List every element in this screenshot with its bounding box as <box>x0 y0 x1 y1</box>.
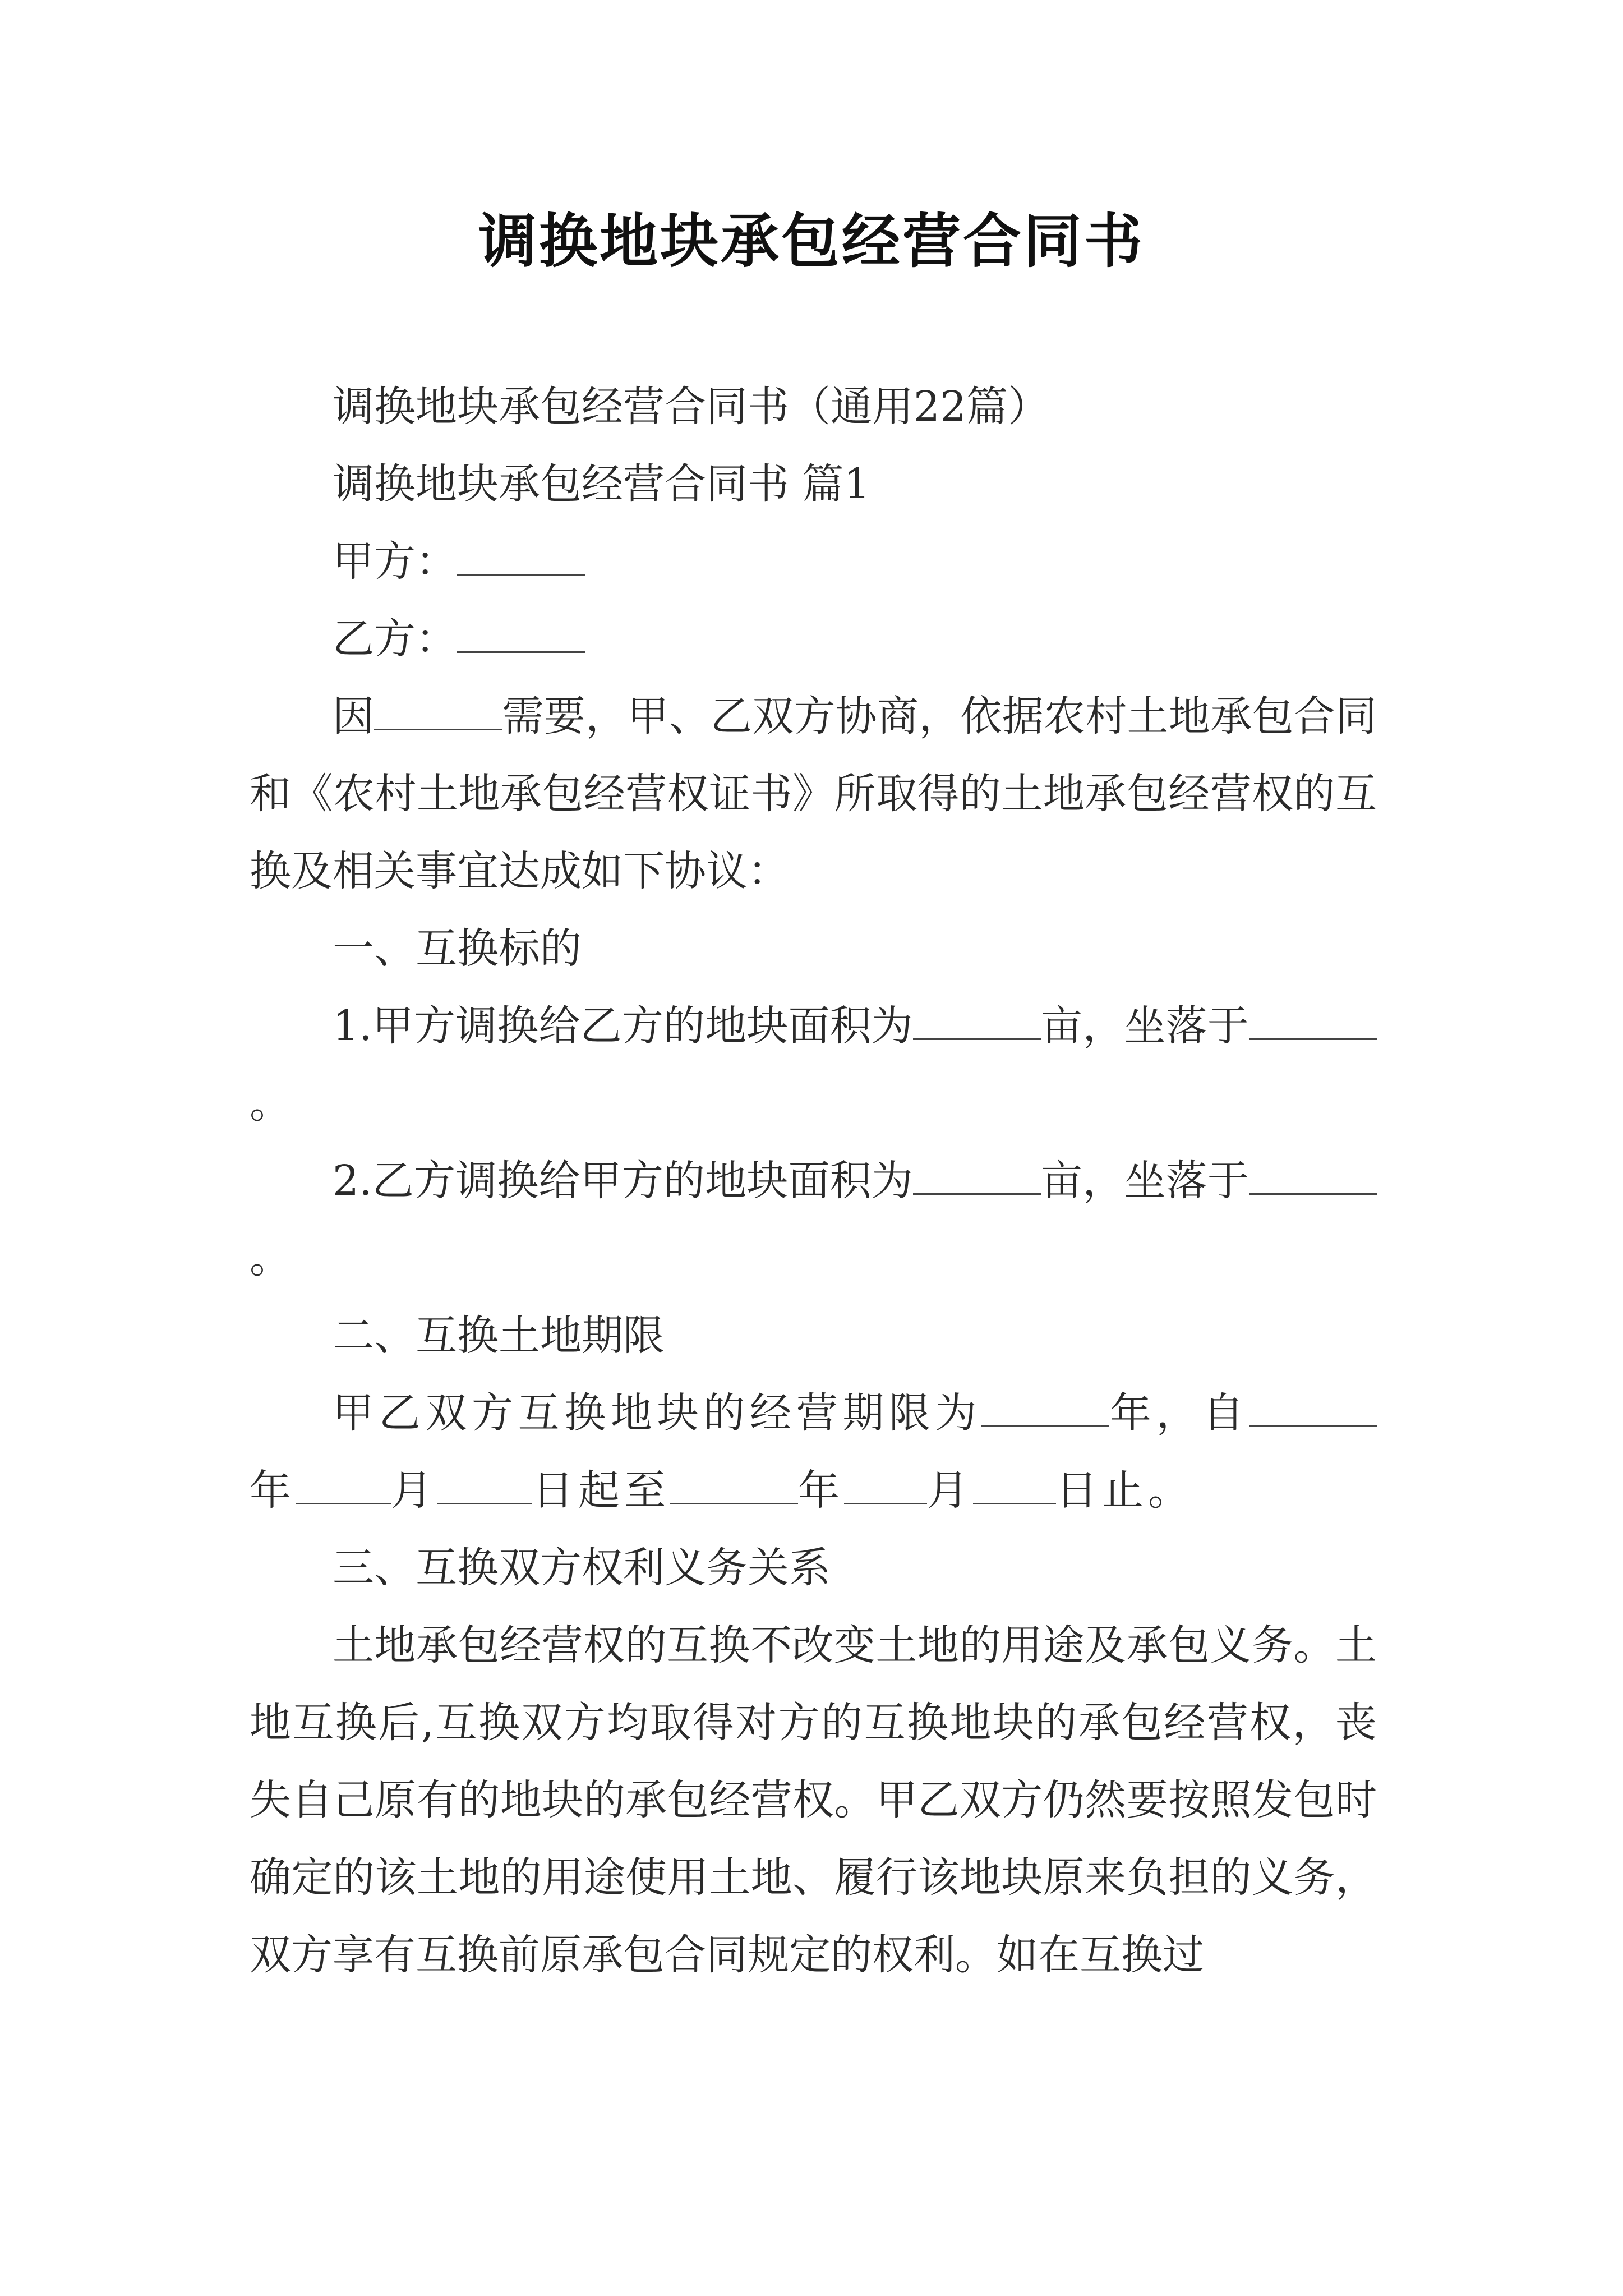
document-title: 调换地块承包经营合同书 <box>478 207 1145 275</box>
start-day-label: 日起至 <box>532 1466 670 1515</box>
intro-paragraph <box>250 678 1377 910</box>
item1-area-blank <box>913 997 1041 1040</box>
start-year-blank <box>1249 1384 1377 1427</box>
start-year-label: 年 <box>250 1466 296 1515</box>
section3-heading: 三、互换双方权利义务关系 <box>333 1544 831 1592</box>
end-year-label: 年 <box>798 1466 844 1515</box>
term-years-blank <box>981 1384 1109 1427</box>
party-a-line <box>250 523 1377 600</box>
end-day-blank <box>973 1461 1056 1504</box>
term-year-from: 年，自 <box>1109 1389 1249 1437</box>
item1-end: 。 <box>250 1079 291 1128</box>
end-month-blank <box>844 1461 927 1504</box>
item2-end: 。 <box>250 1234 291 1282</box>
item2-unit: 亩，坐落于 <box>1040 1157 1249 1205</box>
section2-heading: 二、互换土地期限 <box>333 1312 665 1360</box>
section2-term <box>250 1374 1377 1529</box>
term-lead: 甲乙双方互换地块的经营期限为 <box>333 1389 982 1437</box>
end-month-label: 月 <box>927 1466 973 1515</box>
item2-location-blank <box>1249 1152 1377 1195</box>
intro-rest: 需要，甲、乙双方协商，依据农村土地承包合同和《农村土地承包经营权证书》所取得的土地承包经营权的互换及相关事宜达成如下协议： <box>250 692 1377 895</box>
term-end: 日止。 <box>1056 1466 1194 1515</box>
item2-area-blank <box>913 1152 1041 1195</box>
start-month-blank <box>296 1461 391 1504</box>
section1-item2 <box>250 1142 1377 1297</box>
section3-text: 土地承包经营权的互换不改变土地的用途及承包义务。土地互换后,互换双方均取得对方的互换地块的承包经营权，丧失自己原有的地块的承包经营权。甲乙双方仍然要按照发包时确定的该土地的用途使用土地、履行该地块原来负担的义务，双方享有互换前原承包合同规定的权利。如在互换过 <box>250 1621 1377 1979</box>
subtitle: 调换地块承包经营合同书（通用22篇） <box>333 383 1050 431</box>
item1-prefix: 1.甲方调换给乙方的地块面积为 <box>333 1002 913 1050</box>
item1-location-blank <box>1249 997 1377 1040</box>
item1-unit: 亩，坐落于 <box>1040 1002 1249 1050</box>
item2-prefix: 2.乙方调换给甲方的地块面积为 <box>333 1157 913 1205</box>
party-a-label: 甲方： <box>333 537 457 586</box>
party-b-blank <box>457 610 585 653</box>
document-body <box>250 368 1377 1994</box>
chapter-heading: 调换地块承包经营合同书 篇1 <box>333 460 870 508</box>
party-b-line <box>250 600 1377 678</box>
party-b-label: 乙方： <box>333 615 457 663</box>
start-day-blank <box>437 1461 532 1504</box>
reason-blank <box>374 687 502 730</box>
end-year-blank <box>670 1461 798 1504</box>
section1-heading: 一、互换标的 <box>333 924 582 973</box>
start-month-label: 月 <box>391 1466 437 1515</box>
party-a-blank <box>457 532 585 576</box>
intro-lead: 因 <box>333 692 375 740</box>
section1-item1 <box>250 987 1377 1142</box>
